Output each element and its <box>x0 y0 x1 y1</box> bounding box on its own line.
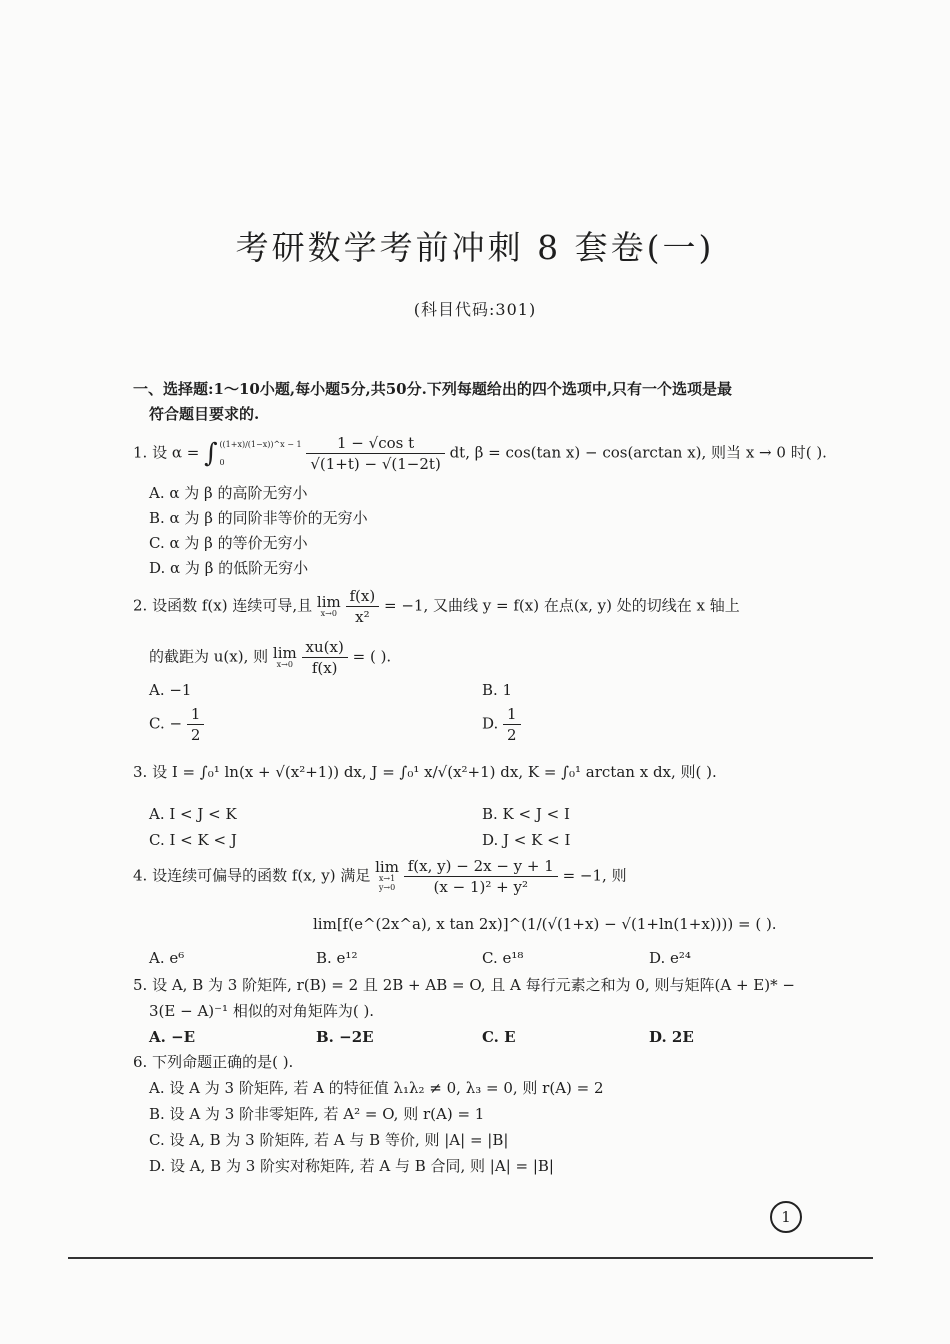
q2-line2-lead: 的截距为 u(x), 则 <box>149 647 269 666</box>
q1-option-b: B. α 为 β 的同阶非等价的无穷小 <box>149 509 368 527</box>
question-4-stem <box>133 856 627 897</box>
subject-code: (科目代码:301) <box>413 300 537 319</box>
q2-rest: = −1, 又曲线 y = f(x) 在点(x, y) 处的切线在 x 轴上 <box>384 596 740 615</box>
q2-line2-rest: = ( ). <box>352 647 392 666</box>
footer-rule <box>68 1257 873 1259</box>
q1-lead: 1. 设 α = <box>133 443 200 462</box>
question-3-stem: 3. 设 I = ∫₀¹ ln(x + √(x²+1)) dx, J = ∫₀¹ x/√(x²+1) dx, K = ∫₀¹ arctan x dx, 则( ). <box>133 763 717 781</box>
q1-option-a: A. α 为 β 的高阶无穷小 <box>149 484 308 502</box>
question-5-line1: 5. 设 A, B 为 3 阶矩阵, r(B) = 2 且 2B + AB = O, 且 A 每行元素之和为 0, 则与矩阵(A + E)* − <box>133 976 795 994</box>
q6-option-b: B. 设 A 为 3 阶非零矩阵, 若 A² = O, 则 r(A) = 1 <box>149 1105 485 1123</box>
q4-option-b: B. e¹² <box>316 949 358 967</box>
q2-denominator-2: f(x) <box>311 659 338 677</box>
q2-denominator: x² <box>355 608 370 626</box>
q2-limit-2 <box>272 643 297 669</box>
q2-limit <box>316 592 341 618</box>
q1-fraction <box>306 433 444 474</box>
q2-option-c-half <box>187 704 205 745</box>
q6-option-c: C. 设 A, B 为 3 阶矩阵, 若 A 与 B 等价, 则 |A| = |B| <box>149 1131 509 1149</box>
q2-option-c-label: C. − <box>149 714 183 733</box>
q2-fraction-2 <box>302 637 348 678</box>
q2-lim2-sub: x→0 <box>276 659 293 669</box>
q3-option-d: D. J < K < I <box>482 831 571 849</box>
q1-option-c: C. α 为 β 的等价无穷小 <box>149 534 308 552</box>
q5-option-b: B. −2E <box>316 1028 374 1046</box>
q2-option-c-num: 1 <box>187 704 205 725</box>
q4-lim-sub1: x→1 <box>378 874 396 883</box>
q2-option-c <box>149 704 204 745</box>
q2-option-b: B. 1 <box>482 681 513 699</box>
q2-option-d-num: 1 <box>503 704 521 725</box>
q4-lim-label: lim <box>375 858 399 876</box>
page-title: 考研数学考前冲刺 8 套卷(一) <box>235 228 715 267</box>
q6-option-a: A. 设 A 为 3 阶矩阵, 若 A 的特征值 λ₁λ₂ ≠ 0, λ₃ = 0, 则 r(A) = 2 <box>149 1079 604 1097</box>
q6-option-d: D. 设 A, B 为 3 阶实对称矩阵, 若 A 与 B 合同, 则 |A| = |B| <box>149 1157 554 1175</box>
q4-denominator: (x − 1)² + y² <box>433 878 528 896</box>
q1-denominator: √(1+t) − √(1−2t) <box>310 455 441 473</box>
q5-option-d: D. 2E <box>649 1028 694 1046</box>
question-5-line2: 3(E − A)⁻¹ 相似的对角矩阵为( ). <box>149 1002 375 1020</box>
q4-option-d: D. e²⁴ <box>649 949 691 967</box>
q1-rest: dt, β = cos(tan x) − cos(arctan x), 则当 x → 0 时( ). <box>449 443 827 462</box>
q3-option-a: A. I < J < K <box>149 805 237 823</box>
integral-sign-icon: ∫ <box>204 438 218 469</box>
q1-numerator: 1 − √cos t <box>306 433 444 454</box>
q1-upper-limit: ((1+x)/(1−x))^x − 1 <box>219 439 302 449</box>
q4-limit <box>375 858 399 892</box>
q3-option-c: C. I < K < J <box>149 831 237 849</box>
section-heading-line1: 一、选择题:1～10小题,每小题5分,共50分.下列每题给出的四个选项中,只有一个选项是最 <box>133 380 733 398</box>
q2-numerator: f(x) <box>346 586 380 607</box>
question-1-stem <box>133 433 827 474</box>
q1-option-d: D. α 为 β 的低阶无穷小 <box>149 559 309 577</box>
q4-rest: = −1, 则 <box>562 866 627 885</box>
q2-option-d <box>482 704 521 745</box>
q2-lim2-label: lim <box>272 643 297 662</box>
section-heading-line2: 符合题目要求的. <box>149 405 260 423</box>
q4-lead: 4. 设连续可偏导的函数 f(x, y) 满足 <box>133 866 371 885</box>
q2-option-d-label: D. <box>482 714 499 733</box>
q1-integral-limits <box>219 436 301 472</box>
q2-lim-label: lim <box>316 592 341 611</box>
question-2-line2 <box>149 637 391 678</box>
q2-option-c-den: 2 <box>190 726 201 744</box>
q4-option-c: C. e¹⁸ <box>482 949 524 967</box>
question-2-stem <box>133 586 740 627</box>
q2-lim-sub: x→0 <box>320 608 337 618</box>
q2-option-a: A. −1 <box>149 681 192 699</box>
question-6-stem: 6. 下列命题正确的是( ). <box>133 1053 294 1071</box>
q2-option-d-half <box>503 704 521 745</box>
q2-option-d-den: 2 <box>507 726 517 744</box>
page-number-badge: 1 <box>770 1201 802 1233</box>
q2-numerator-2: xu(x) <box>302 637 348 658</box>
q3-option-b: B. K < J < I <box>482 805 570 823</box>
question-4-line2: lim[f(e^(2x^a), x tan 2x)]^(1/(√(1+x) − √(1+ln(1+x)))) = ( ). <box>313 915 777 933</box>
q5-option-a: A. −E <box>149 1028 196 1046</box>
q4-fraction <box>404 856 558 897</box>
q5-option-c: C. E <box>482 1028 516 1046</box>
q4-lim-sub2: y→0 <box>378 883 396 892</box>
q4-option-a: A. e⁶ <box>149 949 185 967</box>
q4-numerator: f(x, y) − 2x − y + 1 <box>404 856 558 877</box>
q2-fraction <box>346 586 380 627</box>
q1-lower-limit: 0 <box>219 457 225 467</box>
q2-lead: 2. 设函数 f(x) 连续可导,且 <box>133 596 313 615</box>
